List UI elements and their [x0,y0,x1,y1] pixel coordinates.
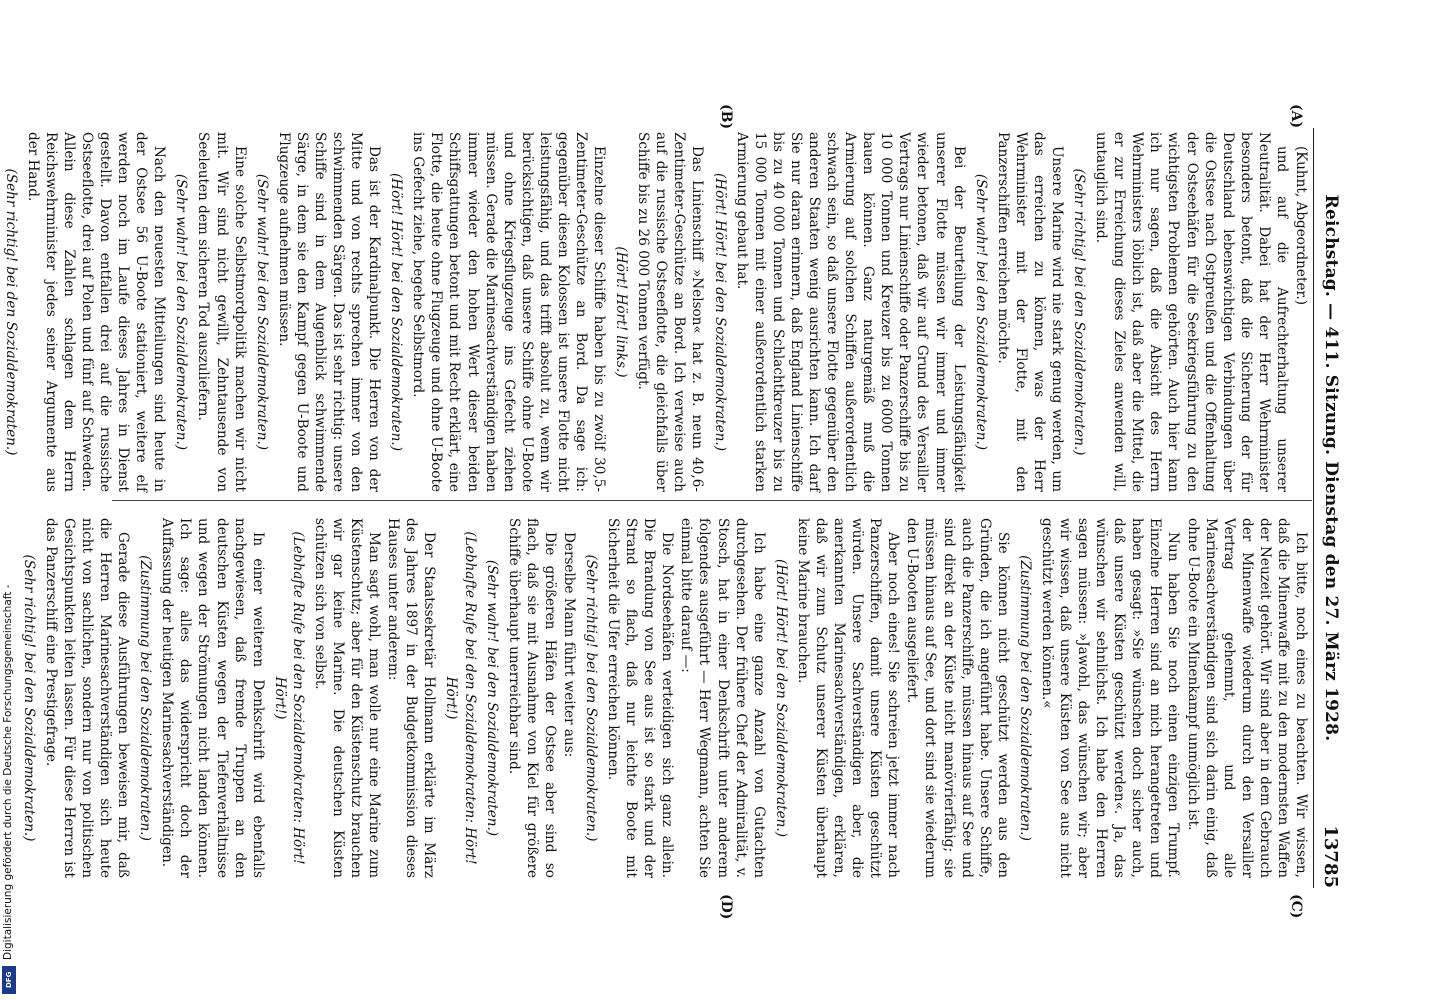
paragraph: Ich bitte, noch eines zu beachten. Wir wissen, daß die Minenwaffe mit zu den modernsten Waffen der Neuzeit gehört. Wir sind aber in dem Gebrauch der Minenwaffe wiederum durch den Versailler Vertrag gehemmt, und alle Marinesachverständigen sind sich darin einig, daß ohne U-Boote ein Minenkampf unmöglich ist. [1184,518,1309,878]
paragraph: Ich habe eine ganze Anzahl von Gutachten durchgesehen. Der frühere Chef der Admiralität, v. Stosch, hat in einer Denkschrift unter anderem folgendes ausgeführt — Herr Wegmann, achten Sie einmal bitte darauf —: [678,518,767,878]
interjection: (Sehr richtig! bei den Sozialdemokraten.) [20,554,37,842]
paragraph: Derselbe Mann führt weiter aus: [560,532,577,758]
interjection: (Sehr richtig! bei den Sozialdemokraten.) [583,554,600,842]
interjection: (Lebhafte Rufe bei den Sozialdemokraten: Hört! Hört!) [271,531,306,865]
interjection: (Sehr richtig! bei den Sozialdemokraten.) [1071,168,1088,456]
paragraph: Einzelne dieser Schiffe haben bis zu zwölf 30,5-Zentimeter-Geschütze an Bord. Da sage ich: gegenüber diesen Kolossen ist unsere Flotte nicht leistungsfähig, und das trifft absolut zu, wenn wir berücksichtigen, daß unsere Schiffe ohne U-Boote und ohne Kriegsflugzeuge ins Gefecht ziehen müssen. Gerade die Marinesachverständigen haben immer wieder den hohen Wert dieser beiden Schiffsgattungen betont und mit Recht erklärt, eine Flotte, die heute ohne Flugzeuge und ohne U-Boote ins Gefecht ziehe, begehe Selbstmord. [410,132,608,492]
paragraph: Das ist der Kardinalpunkt. Die Herren von der Mitte und von rechts sprechen immer von den schwimmenden Särgen. Das ist sehr richtig: unsere Schiffe sind in dem Augenblick schwimmende Särge, in dem sie den Kampf gegen U-Boote und Flugzeuge aufnehmen müssen. [275,132,383,492]
margin-marker-d: (D) [718,894,734,920]
paragraph: und auf die Aufrechterhaltung unserer Neutralität. Dabei hat der Herr Wehrminister besonders betont, daß die Sicherung der für Deutschland lebenswichtigen Verbindungen über die Ostsee nach Ostpreußen und die Offenhaltung der Ostseehäfen für die Seekriegsführung zu den wichtigsten Problemen gehörten. Auch hier kann ich nur sagen, daß die Absicht des Herrn Wehrministers löblich ist, daß aber die Mittel, die er zur Erreichung dieses Zieles anwenden will, untauglich sind. [1093,132,1290,492]
paragraph: Eine solche Selbstmordpolitik machen wir nicht mit. Wir sind nicht gewillt, Zehntausende von Seeleuten dem sicheren Tod auszuliefern. [195,132,248,492]
interjection: (Hört! Hört! links.) [613,246,630,378]
margin-marker-a: (A) [1288,104,1304,129]
paragraph: Gerade diese Ausführungen beweisen mir, daß die Herren Marinesachverständigen sich heute nicht von sachlichen, sondern nur von politischen Gesichtspunkten leiten lassen. Für diese Herren ist das Panzerschiff eine Prestigefrage. [42,518,132,878]
paragraph: Man sagt wohl, man wolle nur eine Marine zum Küstenschutz; aber für den Küstenschutz brauchen wir gar keine Marine. Die deutschen Küsten schützen sich von selbst. [311,518,383,878]
paragraph: Sie können nicht geschützt werden aus den Gründen, die ich angeführt habe. Unsere Schiffe, auch die Panzerschiffe, müssen hinaus auf See und sind direkt an der Küste nicht manövrierfähig; sie müssen hinaus auf See, und dort sind sie wiederum den U-Booten ausgeliefert. [904,518,1011,878]
interjection: (Lebhafte Rufe bei den Sozialdemokraten: Hört! Hört!) [443,531,478,865]
column-divider [112,500,1312,501]
paragraph: Nach den neuesten Mitteilungen sind heute in der Ostsee 56 U-Boote stationiert, weitere elf werden noch im Laufe dieses Jahres in Dienst gestellt. Davon entfallen drei auf die russische Ostseeflotte, drei auf Polen und fünf auf Schweden. Allein diese Zahlen schlagen dem Herrn Reichswehrminister jedes seiner Argumente aus der Hand. [24,132,168,492]
paragraph: Die Nordseehäfen verteidigen sich ganz allein. Die Brandung von See aus ist so stark und der Strand so flach, daß nur leichte Boote mit Sicherheit die Ufer erreichen können. [605,518,676,878]
paragraph: Unsere Marine wird nie stark genug werden, um das erreichen zu können, was der Herr Wehrminister mit der Flotte, mit den Panzerschiffen erreichen möchte. [994,132,1065,492]
left-column [2,132,1310,492]
header-rule [1313,128,1314,888]
interjection: (Sehr wahr! bei den Sozialdemokraten.) [972,173,989,451]
dfg-logo: DFG [2,966,16,994]
interjection: (Zustimmung bei den Sozialdemokraten.) [137,555,154,841]
header-title: Reichstag. — 411. Sitzung. Dienstag den 27. März 1928. [1321,194,1341,742]
paragraph: Nun haben Sie noch einen einzigen Trumpf. Einzelne Herren sind an mich herangetreten und haben gesagt: »Sie wünschen doch sicher auch, daß unsere Küsten geschützt werden«. Ja, das wünschen wir sehnlichst. Ich habe den Herren sagen müssen: »Jawohl, das wünschen wir; aber wir wissen, daß unsere Küsten von See aus nicht geschützt werden können.« [1038,518,1182,878]
paragraph: Das Linienschiff »Nelson« hat z. B. neun 40,6-Zentimeter-Geschütze an Bord. Ich verweise auch auf die russische Ostseeflotte, die gleichfalls über Schiffe bis zu 26 000 Tonnen verfügt. [635,132,706,492]
margin-marker-b: (B) [718,104,734,130]
interjection: (Sehr wahr! bei den Sozialdemokraten.) [253,173,270,451]
page-number: 13785 [1320,825,1342,888]
paragraph: (Kuhnt, Abgeordneter.) [1293,146,1309,306]
paragraph: In einer weiteren Denkschrift wird ebenfalls nachgewiesen, daß fremde Truppen an den deutschen Küsten wegen der Tiefenverhältnisse und wegen der Strömungen nicht landen können. Ich sage: alles das widerspricht doch der Auffassung der heutigen Marinesachverständigen. [159,518,266,878]
interjection: (Hört! Hört! bei den Sozialdemokraten.) [388,172,405,452]
digitization-note: Digitalisierung gefördert durch die Deutsche Forschungsgemeinschaft - [2,584,14,960]
interjection: (Hört! Hört! bei den Sozialdemokraten.) [772,558,789,838]
interjection: (Zustimmung bei den Sozialdemokraten.) [1016,555,1033,841]
paragraph: Aber noch eines! Sie schreien jetzt immer nach Panzerschiffen, damit unsere Küsten geschützt würden. Unsere Sachverständigen aber, die anerkannten Marinesachverständigen, erklären, daß wir zum Schutz unserer Küsten überhaupt keine Marine brauchen. [794,518,902,878]
interjection: (Sehr richtig! bei den Sozialdemokraten.) [2,168,19,456]
paragraph: Die größeren Häfen der Ostsee aber sind so flach, daß sie mit Ausnahme von Kiel für größere Schiffe überhaupt unerreichbar sind. [505,518,558,878]
margin-marker-c: (C) [1288,894,1304,919]
interjection: (Sehr wahr! bei den Sozialdemokraten.) [483,559,500,837]
interjection: (Hört! Hört! bei den Sozialdemokraten.) [711,172,728,452]
paragraph: Bei der Beurteilung der Leistungsfähigkeit unserer Flotte müssen wir immer und immer wieder betonen, daß wir auf Grund des Versailler Vertrags nur Linienschiffe oder Panzerschiffe bis zu 10 000 Tonnen und Kreuzer bis zu 6000 Tonnen bauen können. Ganz naturgemäß muß die Armierung auf solchen Schiffen außerordentlich schwach sein, so daß unsere Flotte gegenüber den anderen Staaten wenig ausrichten kann. Ich darf Sie nur daran erinnern, daß England Linienschiffe bis zu 40 000 Tonnen und Schlachtkreuzer bis zu 15 000 Tonnen mit einer außerordentlich starken Armierung gebaut hat. [733,132,967,492]
paragraph: Der Staatssekretär Hollmann erklärte im März des Jahres 1897 in der Budgetkommission dieses Hauses unter anderem: [385,518,438,878]
right-column [20,518,1310,878]
page-header [1316,128,1346,888]
interjection: (Sehr wahr! bei den Sozialdemokraten.) [173,173,190,451]
